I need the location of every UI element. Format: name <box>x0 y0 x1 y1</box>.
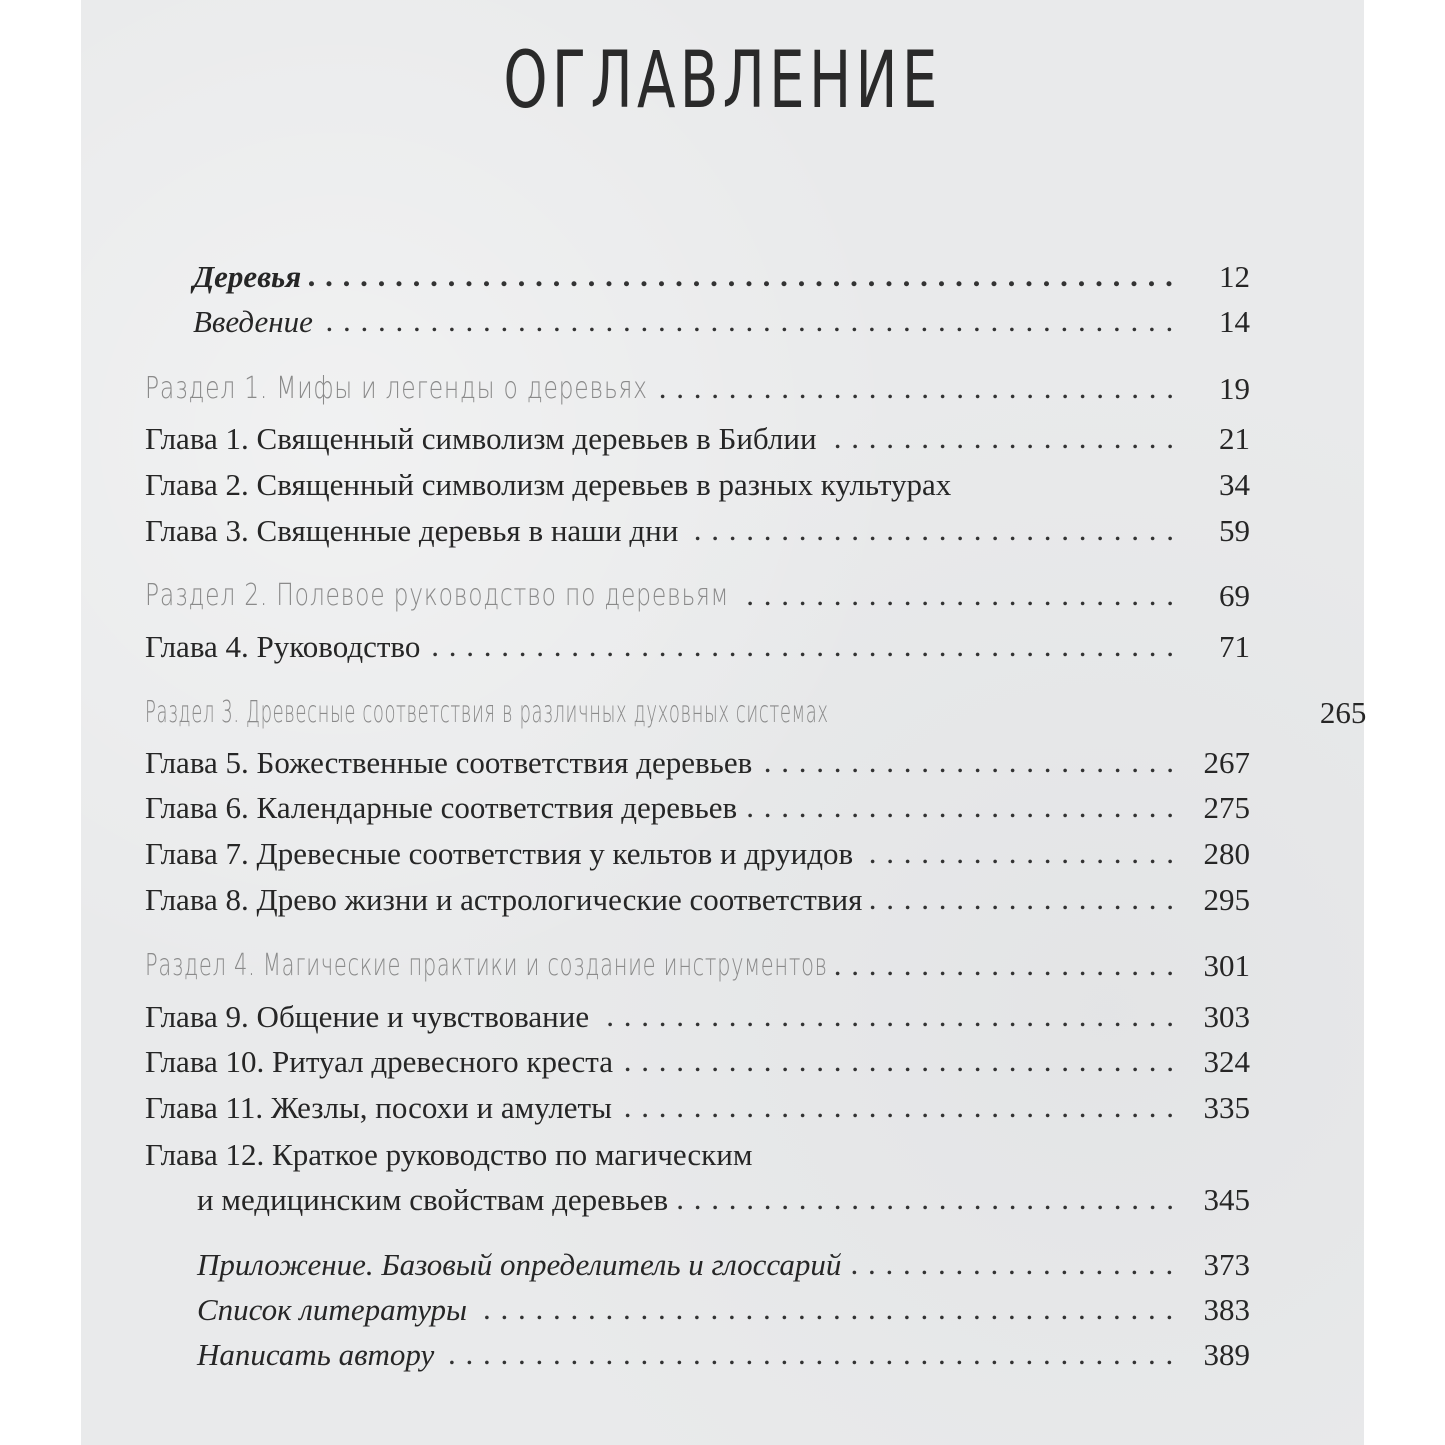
entry-page-number: 19 <box>1219 371 1250 406</box>
dot-leader <box>674 1183 1174 1215</box>
entry-page-number: 373 <box>1203 1247 1250 1282</box>
entry-page-number: 345 <box>1203 1182 1250 1217</box>
dot-leader <box>830 949 1174 981</box>
entry-label: Раздел 3. Древесные соответствия в различных духовных системах <box>145 695 829 730</box>
toc-entry-chapter-4[interactable] <box>81 622 1364 662</box>
entry-page-number: 389 <box>1203 1337 1250 1372</box>
entry-label: Глава 7. Древесные соответствия у кельтов и друидов <box>145 836 854 871</box>
entry-label: Введение <box>193 304 313 339</box>
entry-label: Список литературы <box>197 1292 468 1327</box>
dot-leader <box>426 630 1174 662</box>
dot-leader <box>847 1248 1174 1280</box>
book-page <box>81 0 1367 1445</box>
entry-label: Глава 9. Общение и чувствование <box>145 999 590 1034</box>
entry-label: Глава 5. Божественные соответствия деревьев <box>145 745 753 780</box>
entry-label: Глава 1. Священный символизм деревьев в Библии <box>145 421 817 456</box>
entry-label: Раздел 4. Магические практики и создание инструментов <box>145 948 828 983</box>
toc-entry-intro[interactable] <box>81 297 1364 337</box>
dot-leader <box>618 1091 1174 1123</box>
entry-label: Деревья <box>193 259 302 294</box>
entry-page-number: 295 <box>1203 882 1250 917</box>
dot-leader <box>440 1338 1174 1370</box>
dot-leader <box>595 1000 1174 1032</box>
toc-entry-chapter-7[interactable] <box>81 829 1364 869</box>
entry-label: Глава 8. Древо жизни и астрологические соответствия <box>145 882 863 917</box>
dot-leader <box>743 791 1174 823</box>
entry-label: Глава 2. Священный символизм деревьев в разных культурах <box>145 467 952 502</box>
toc-entry-write-author[interactable] <box>81 1330 1364 1370</box>
toc-entry-chapter-12-continuation[interactable] <box>81 1175 1364 1215</box>
entry-page-number: 303 <box>1203 999 1250 1034</box>
dot-leader <box>473 1293 1174 1325</box>
entry-page-number: 383 <box>1203 1292 1250 1327</box>
entry-page-number: 71 <box>1219 629 1250 664</box>
entry-label: Глава 12. Краткое руководство по магическим <box>145 1137 753 1172</box>
toc-entry-chapter-1[interactable] <box>81 414 1364 454</box>
dot-leader <box>868 883 1174 915</box>
toc-entry-chapter-11[interactable] <box>81 1083 1364 1123</box>
entry-label: Глава 11. Жезлы, посохи и амулеты <box>145 1090 612 1125</box>
entry-label: Написать автору <box>197 1337 435 1372</box>
entry-page-number: 335 <box>1203 1090 1250 1125</box>
toc-entry-chapter-12[interactable] <box>81 1130 1364 1170</box>
entry-page-number: 69 <box>1219 578 1250 613</box>
toc-entry-section-1[interactable] <box>81 364 1364 404</box>
toc-entry-bibliography[interactable] <box>81 1285 1364 1325</box>
dot-leader <box>319 305 1174 337</box>
toc-entry-section-3[interactable] <box>81 688 1367 730</box>
entry-page-number: 301 <box>1203 948 1250 983</box>
dot-leader <box>859 837 1174 869</box>
page-title: ОГЛАВЛЕНИЕ <box>503 36 942 126</box>
toc-entry-section-4[interactable] <box>81 941 1364 981</box>
entry-label: Глава 6. Календарные соответствия деревьев <box>145 790 738 825</box>
toc-entry-chapter-10[interactable] <box>81 1037 1364 1077</box>
toc-entry-chapter-2[interactable] <box>81 460 1364 500</box>
entry-page-number: 265 <box>1319 695 1367 730</box>
toc-entry-chapter-9[interactable] <box>81 992 1364 1032</box>
toc-entry-chapter-8[interactable] <box>81 875 1364 915</box>
dot-leader <box>744 579 1174 611</box>
toc-entry-part[interactable] <box>81 252 1364 292</box>
entry-page-number: 275 <box>1203 790 1250 825</box>
entry-page-number: 267 <box>1203 745 1250 780</box>
entry-label: Глава 3. Священные деревья в наши дни <box>145 513 679 548</box>
entry-label: Раздел 1. Мифы и легенды о деревьях <box>145 371 648 406</box>
dot-leader <box>684 514 1174 546</box>
entry-label: Глава 4. Руководство <box>145 629 421 664</box>
dot-leader <box>307 260 1174 292</box>
entry-label: и медицинским свойствам деревьев <box>197 1182 669 1217</box>
dot-leader <box>655 372 1174 404</box>
toc-entry-chapter-3[interactable] <box>81 506 1364 546</box>
entry-page-number: 14 <box>1219 304 1250 339</box>
entry-label: Приложение. Базовый определитель и глоссарий <box>197 1247 842 1282</box>
toc-entry-section-2[interactable] <box>81 571 1364 611</box>
toc-entry-chapter-6[interactable] <box>81 783 1364 823</box>
entry-page-number: 280 <box>1203 836 1250 871</box>
entry-page-number: 34 <box>1219 467 1250 502</box>
entry-label: Раздел 2. Полевое руководство по деревьям <box>145 578 730 613</box>
entry-page-number: 324 <box>1203 1044 1250 1079</box>
entry-page-number: 59 <box>1219 513 1250 548</box>
toc-entry-chapter-5[interactable] <box>81 738 1364 778</box>
dot-leader <box>823 422 1174 454</box>
dot-leader <box>619 1045 1174 1077</box>
dot-leader <box>758 746 1174 778</box>
entry-label: Глава 10. Ритуал древесного креста <box>145 1044 613 1079</box>
entry-page-number: 12 <box>1219 259 1250 294</box>
toc-entry-appendix[interactable] <box>81 1240 1364 1280</box>
entry-page-number: 21 <box>1219 421 1250 456</box>
